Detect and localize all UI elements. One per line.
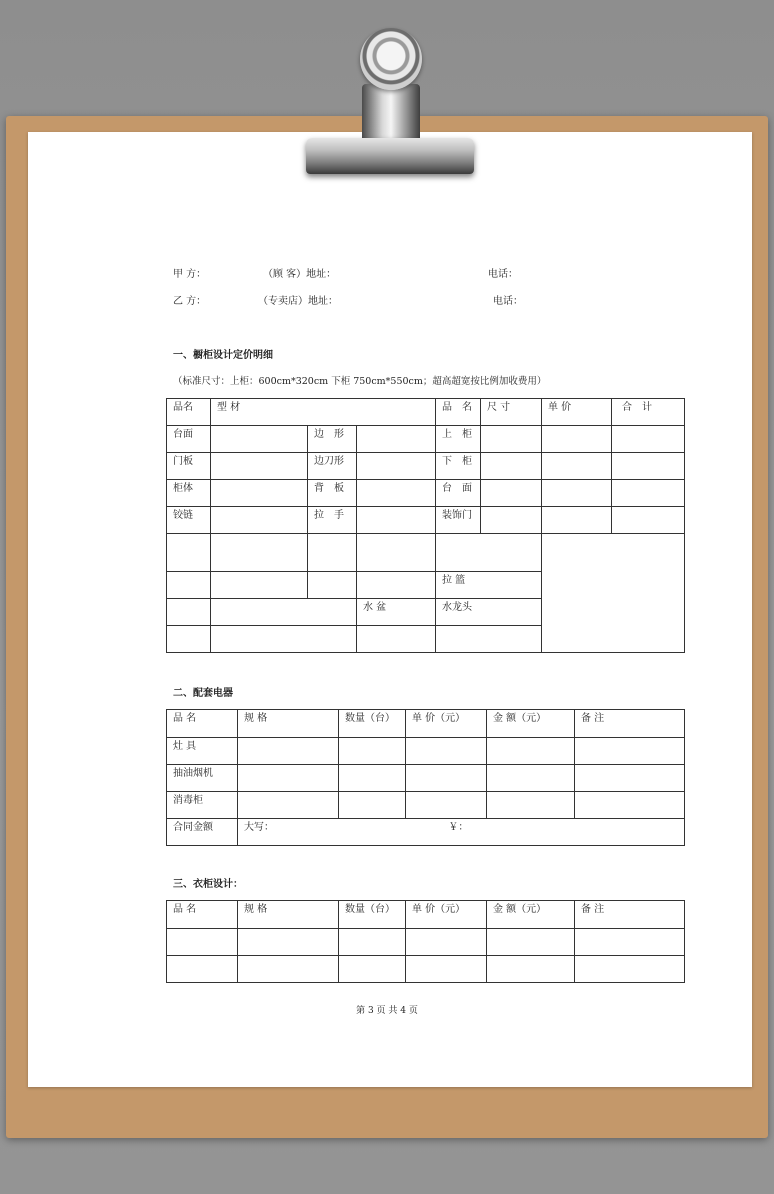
table-cell: 灶 具	[167, 738, 238, 765]
table-cell[interactable]	[436, 534, 542, 572]
table-cell[interactable]	[238, 956, 339, 983]
table-cell: 背 板	[308, 480, 357, 507]
table-cell[interactable]	[575, 956, 685, 983]
table-cell: 铰链	[167, 507, 211, 534]
table-cell[interactable]	[542, 453, 612, 480]
binder-clip-ring-icon	[360, 28, 422, 90]
table-cell[interactable]	[211, 534, 308, 572]
table-cell[interactable]	[308, 572, 357, 599]
binder-clip-icon	[306, 138, 474, 174]
party-b-phone-label: 电话：	[493, 296, 523, 307]
table-cell[interactable]	[167, 929, 238, 956]
table-cell: 门板	[167, 453, 211, 480]
table-cell: 拉 篮	[436, 572, 542, 599]
table-cell: 水 盆	[357, 599, 436, 626]
table-cell[interactable]	[612, 507, 685, 534]
table-cell[interactable]	[487, 956, 575, 983]
table-cell: 边 形	[308, 426, 357, 453]
table-header-cell: 品 名	[167, 710, 238, 738]
table-cell[interactable]	[238, 765, 339, 792]
table-cell[interactable]	[406, 765, 487, 792]
table-cell: 边刀形	[308, 453, 357, 480]
table-cell: 上 柜	[436, 426, 481, 453]
table-cell[interactable]	[211, 480, 308, 507]
table-cell[interactable]	[238, 738, 339, 765]
table-cell: 合同金额	[167, 819, 238, 846]
table-cell[interactable]	[211, 507, 308, 534]
table-cell[interactable]	[436, 626, 542, 653]
table-header-cell: 金 额（元）	[487, 710, 575, 738]
cabinet-pricing-table	[166, 398, 685, 653]
table-cell: 拉 手	[308, 507, 357, 534]
table-cell[interactable]	[211, 572, 308, 599]
table-cell[interactable]	[542, 507, 612, 534]
table-cell[interactable]	[542, 534, 685, 653]
table-cell[interactable]	[481, 453, 542, 480]
table-cell[interactable]	[357, 626, 436, 653]
table-cell[interactable]	[481, 426, 542, 453]
party-b-label: 乙 方：	[173, 296, 207, 307]
section1-title: 一、橱柜设计定价明细	[173, 350, 273, 361]
table-cell[interactable]	[357, 480, 436, 507]
table-header-cell: 数量（台）	[339, 901, 406, 929]
table-cell[interactable]	[575, 792, 685, 819]
table-cell[interactable]	[481, 507, 542, 534]
table-cell[interactable]	[357, 507, 436, 534]
table-header-cell: 尺 寸	[481, 399, 542, 426]
table-cell: 台 面	[436, 480, 481, 507]
table-header-cell: 数量（台）	[339, 710, 406, 738]
total-symbol-label: ￥：	[448, 822, 469, 833]
table-header-cell: 单 价（元）	[406, 901, 487, 929]
table-header-cell: 单 价	[542, 399, 612, 426]
party-b-address-label: （专卖店）地址：	[258, 296, 338, 307]
table-cell[interactable]	[575, 929, 685, 956]
table-header-cell: 金 额（元）	[487, 901, 575, 929]
table-cell[interactable]	[487, 765, 575, 792]
table-cell[interactable]	[487, 738, 575, 765]
table-cell: 台面	[167, 426, 211, 453]
table-cell[interactable]	[542, 426, 612, 453]
page-footer: 第 3 页 共 4 页	[356, 1006, 418, 1016]
table-cell[interactable]	[167, 626, 211, 653]
table-cell[interactable]	[406, 738, 487, 765]
table-cell: 下 柜	[436, 453, 481, 480]
table-header-cell: 规 格	[238, 710, 339, 738]
table-cell[interactable]	[211, 626, 357, 653]
table-header-cell: 备 注	[575, 710, 685, 738]
table-header-cell: 品 名	[436, 399, 481, 426]
table-cell[interactable]	[308, 534, 357, 572]
table-cell[interactable]	[487, 929, 575, 956]
table-cell[interactable]	[167, 956, 238, 983]
table-cell: 消毒柜	[167, 792, 238, 819]
table-cell[interactable]	[167, 599, 211, 626]
appliance-table	[166, 709, 685, 846]
table-cell[interactable]	[339, 792, 406, 819]
table-cell: 抽油烟机	[167, 765, 238, 792]
table-cell[interactable]	[612, 453, 685, 480]
table-cell[interactable]	[487, 792, 575, 819]
section3-title: 三、衣柜设计：	[173, 879, 243, 890]
table-cell[interactable]	[167, 572, 211, 599]
table-cell[interactable]	[406, 956, 487, 983]
table-cell[interactable]	[211, 426, 308, 453]
clip-neck	[362, 84, 420, 142]
table-cell[interactable]	[612, 480, 685, 507]
table-cell[interactable]	[238, 929, 339, 956]
table-cell[interactable]	[238, 792, 339, 819]
table-cell[interactable]	[357, 572, 436, 599]
table-header-cell: 型 材	[211, 399, 436, 426]
table-cell: 水龙头	[436, 599, 542, 626]
table-header-cell: 品 名	[167, 901, 238, 929]
table-header-cell: 单 价（元）	[406, 710, 487, 738]
table-cell[interactable]	[339, 956, 406, 983]
party-a-address-label: （顾 客）地址：	[263, 269, 337, 280]
table-cell[interactable]	[481, 480, 542, 507]
section1-note: （标准尺寸：上柜：600cm*320cm 下柜 750cm*550cm；超高超宽按比例加收费用）	[173, 376, 547, 387]
table-cell[interactable]	[211, 453, 308, 480]
table-cell[interactable]	[339, 765, 406, 792]
table-cell[interactable]	[357, 453, 436, 480]
total-upper-label: 大写：	[244, 822, 274, 833]
table-cell: 柜体	[167, 480, 211, 507]
section2-title: 二、配套电器	[173, 688, 233, 699]
table-header-cell: 规 格	[238, 901, 339, 929]
table-cell[interactable]	[542, 480, 612, 507]
table-cell[interactable]	[575, 738, 685, 765]
table-cell[interactable]	[406, 929, 487, 956]
party-a-label: 甲 方：	[173, 269, 207, 280]
table-cell[interactable]	[339, 929, 406, 956]
table-cell[interactable]	[406, 792, 487, 819]
table-cell[interactable]	[612, 426, 685, 453]
table-cell[interactable]	[357, 426, 436, 453]
table-cell[interactable]	[339, 738, 406, 765]
table-cell: 装饰门	[436, 507, 481, 534]
table-header-cell: 品名	[167, 399, 211, 426]
table-header-cell: 合 计	[612, 399, 685, 426]
table-header-cell: 备 注	[575, 901, 685, 929]
wardrobe-table	[166, 900, 685, 983]
table-cell[interactable]	[167, 534, 211, 572]
table-cell[interactable]	[211, 599, 357, 626]
table-cell[interactable]	[575, 765, 685, 792]
party-a-phone-label: 电话：	[488, 269, 518, 280]
table-cell[interactable]	[238, 819, 685, 846]
table-cell[interactable]	[357, 534, 436, 572]
